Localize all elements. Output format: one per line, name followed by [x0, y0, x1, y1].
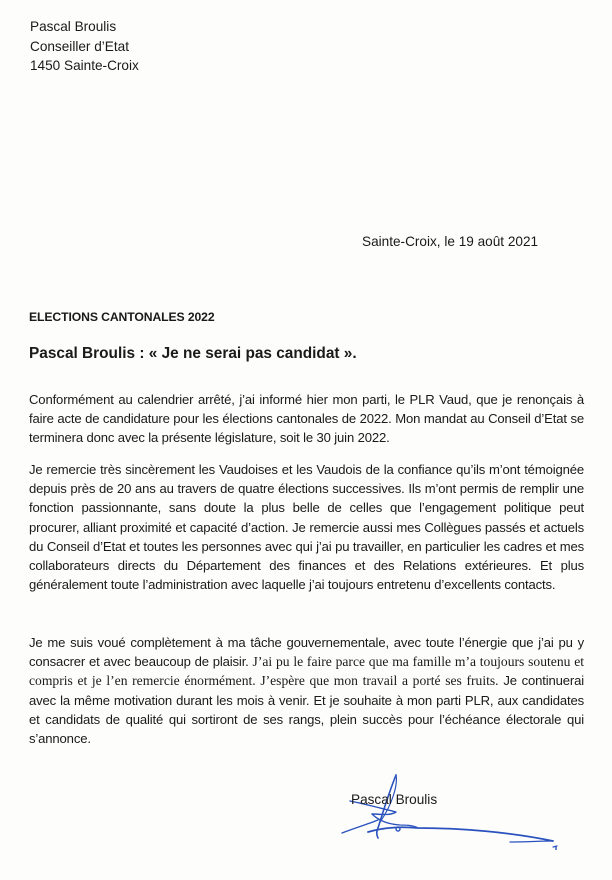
headline: Pascal Broulis : « Je ne serai pas candidat ». — [29, 345, 357, 362]
kicker-heading: ELECTIONS CANTONALES 2022 — [29, 310, 215, 324]
paragraph-1: Conformément au calendrier arrêté, j’ai informé hier mon parti, le PLR Vaud, que je renonçais à faire acte de candidature pour les élections cantonales de 2022. Mon mandat au Conseil d’Etat se terminera donc avec la présente législature, soit le 30 juin 2022. — [29, 392, 584, 446]
paragraph-3 — [29, 633, 584, 748]
signatory-name: Pascal Broulis — [351, 792, 438, 807]
sender-name: Pascal Broulis — [30, 19, 117, 34]
paragraph-3-part-b: J’ai pu le faire parce que ma famille m’a toujours soutenu et compris et je l’en remercie énormément. J’espère que mon travail a porté ses fruits. — [29, 654, 585, 689]
sender-title: Conseiller d’Etat — [30, 38, 129, 54]
paragraph-2: Je remercie très sincèrement les Vaudoises et les Vaudois de la confiance qu’ils m’ont témoignée depuis près de 20 ans au travers de quatre élections successives. Ils m’ont permis de remplir une fonction passionnante, sans doute la plus belle de celles que l’engagement politique peut procurer, alliant proximité et capacité d’action. Je remercie aussi mes Collègues passés et actuels du Conseil d’Etat et toutes les personnes avec qui j’ai pu travailler, en particulier les cadres et mes collaborateurs directs du Département des finances et des Relations extérieures. Et plus généralement toute l’administration avec laquelle j’ai toujours entretenu d’excellents contacts. — [29, 462, 584, 593]
paragraph-3-part-a: Je me suis voué complètement à ma tâche gouvernementale, avec toute l’énergie que j’ai pu y consacrer et avec beaucoup de plaisir. — [29, 635, 584, 670]
handwritten-signature-icon — [320, 770, 580, 850]
paragraph-3-part-c: Je continuerai avec la même motivation durant les mois à venir. Et je souhaite à mon parti PLR, aux candidates et candidats de qualité qui sortiront de ses rangs, plein succès pour l’échéance électorale qui s’annonce. — [29, 673, 584, 747]
sender-address: 1450 Sainte-Croix — [30, 58, 139, 74]
place-date: Sainte-Croix, le 19 août 2021 — [362, 234, 539, 249]
signature-block — [320, 770, 580, 850]
sender-block — [30, 17, 139, 76]
